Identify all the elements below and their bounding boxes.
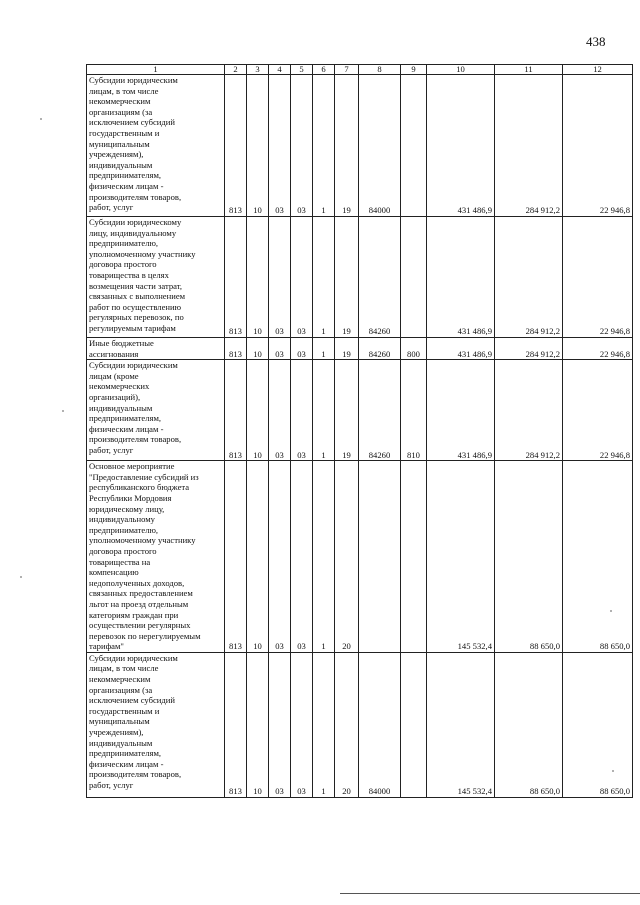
cell-subsection: 03 <box>269 652 291 797</box>
cell-subprogram: 1 <box>313 461 335 653</box>
cell-amount-year1: 431 486,9 <box>427 360 495 461</box>
column-header: 8 <box>359 65 401 75</box>
cell-amount-year3: 88 650,0 <box>563 461 633 653</box>
cell-gov-code: 813 <box>225 652 247 797</box>
scan-speck <box>62 410 64 412</box>
scan-speck <box>610 610 612 612</box>
row-description-text: Субсидии юридическим лицам, в том числе некоммерческим организациям (за исключением субсидий государственным и муниципальным учреждениям), индивидуальным предпринимателям, физическим лицам - производителям товаров, работ, услуг <box>89 75 182 213</box>
column-header: 3 <box>247 65 269 75</box>
cell-program: 03 <box>291 461 313 653</box>
cell-activity: 19 <box>335 338 359 360</box>
cell-gov-code: 813 <box>225 338 247 360</box>
cell-activity: 19 <box>335 75 359 217</box>
cell-subsection: 03 <box>269 217 291 338</box>
table-row <box>87 461 633 653</box>
cell-subsection: 03 <box>269 461 291 653</box>
row-description-text: Субсидии юридическим лицам (кроме некоммерческих организаций), индивидуальным предпринимателям, физическим лицам - производителям товаров, работ, услуг <box>89 360 182 455</box>
cell-program: 03 <box>291 360 313 461</box>
cell-direction: 84260 <box>359 360 401 461</box>
cell-direction: 84260 <box>359 338 401 360</box>
cell-amount-year3: 22 946,8 <box>563 338 633 360</box>
cell-subprogram: 1 <box>313 217 335 338</box>
cell-direction: 84260 <box>359 217 401 338</box>
cell-expense-type: 800 <box>401 338 427 360</box>
header-row <box>87 65 633 75</box>
row-description <box>87 652 225 797</box>
column-header: 5 <box>291 65 313 75</box>
column-header: 4 <box>269 65 291 75</box>
cell-section: 10 <box>247 217 269 338</box>
row-description <box>87 217 225 338</box>
column-header: 9 <box>401 65 427 75</box>
cell-activity: 19 <box>335 217 359 338</box>
row-description <box>87 75 225 217</box>
column-header: 11 <box>495 65 563 75</box>
cell-subsection: 03 <box>269 75 291 217</box>
cell-activity: 20 <box>335 652 359 797</box>
column-header: 2 <box>225 65 247 75</box>
cell-section: 10 <box>247 338 269 360</box>
cell-amount-year3: 22 946,8 <box>563 360 633 461</box>
cell-section: 10 <box>247 461 269 653</box>
table-row <box>87 217 633 338</box>
cell-section: 10 <box>247 652 269 797</box>
cell-section: 10 <box>247 360 269 461</box>
cell-gov-code: 813 <box>225 360 247 461</box>
cell-expense-type <box>401 75 427 217</box>
cell-expense-type <box>401 217 427 338</box>
row-description-text: Субсидии юридическим лицам, в том числе некоммерческим организациям (за исключением субсидий государственным и муниципальным учреждениям), индивидуальным предпринимателям, физическим лицам - производителям товаров, работ, услуг <box>89 652 182 790</box>
cell-amount-year3: 22 946,8 <box>563 217 633 338</box>
cell-direction <box>359 461 401 653</box>
row-description <box>87 360 225 461</box>
cell-program: 03 <box>291 75 313 217</box>
column-header: 7 <box>335 65 359 75</box>
cell-program: 03 <box>291 338 313 360</box>
scan-artifact-line <box>340 893 640 894</box>
cell-section: 10 <box>247 75 269 217</box>
table-row <box>87 75 633 217</box>
cell-activity: 20 <box>335 461 359 653</box>
column-header: 6 <box>313 65 335 75</box>
table-row <box>87 360 633 461</box>
scan-speck <box>612 770 614 772</box>
page-number: 438 <box>586 34 606 49</box>
cell-gov-code: 813 <box>225 461 247 653</box>
cell-amount-year2: 88 650,0 <box>495 652 563 797</box>
cell-amount-year2: 88 650,0 <box>495 461 563 653</box>
table-row <box>87 338 633 360</box>
cell-gov-code: 813 <box>225 217 247 338</box>
cell-amount-year1: 145 532,4 <box>427 652 495 797</box>
scan-speck <box>40 118 42 120</box>
cell-subprogram: 1 <box>313 652 335 797</box>
cell-amount-year3: 88 650,0 <box>563 652 633 797</box>
cell-activity: 19 <box>335 360 359 461</box>
cell-amount-year2: 284 912,2 <box>495 338 563 360</box>
row-description-text: Субсидии юридическому лицу, индивидуальному предпринимателю, уполномоченному участнику договора простого товарищества в целях возмещения части затрат, связанных с выполнением работ по осуществлению регулярных перевозок, по регулируемым тарифам <box>89 217 196 333</box>
cell-amount-year1: 145 532,4 <box>427 461 495 653</box>
cell-program: 03 <box>291 652 313 797</box>
cell-subprogram: 1 <box>313 360 335 461</box>
cell-subsection: 03 <box>269 360 291 461</box>
row-description <box>87 338 225 360</box>
table-row <box>87 652 633 797</box>
cell-gov-code: 813 <box>225 75 247 217</box>
cell-direction: 84000 <box>359 75 401 217</box>
column-header: 1 <box>87 65 225 75</box>
column-header: 10 <box>427 65 495 75</box>
scan-speck <box>20 576 22 578</box>
cell-direction: 84000 <box>359 652 401 797</box>
cell-subprogram: 1 <box>313 338 335 360</box>
cell-amount-year3: 22 946,8 <box>563 75 633 217</box>
cell-amount-year1: 431 486,9 <box>427 217 495 338</box>
cell-expense-type <box>401 652 427 797</box>
row-description-text: Основное мероприятие "Предоставление субсидий из республиканского бюджета Республики Мордовия юридическому лицу, индивидуальному предпринимателю, уполномоченному участнику договора простого товарищества на компенсацию недополученных доходов, связанных предоставлением льгот на проезд отдельным категориям граждан при осуществлении регулярных перевозок по нерегулируемым тарифам" <box>89 461 201 652</box>
cell-amount-year1: 431 486,9 <box>427 75 495 217</box>
budget-table <box>86 64 633 798</box>
row-description-text: Иные бюджетные ассигнования <box>89 338 154 359</box>
cell-expense-type <box>401 461 427 653</box>
cell-amount-year2: 284 912,2 <box>495 75 563 217</box>
cell-amount-year2: 284 912,2 <box>495 217 563 338</box>
row-description <box>87 461 225 653</box>
column-header: 12 <box>563 65 633 75</box>
cell-expense-type: 810 <box>401 360 427 461</box>
cell-amount-year2: 284 912,2 <box>495 360 563 461</box>
cell-subprogram: 1 <box>313 75 335 217</box>
cell-amount-year1: 431 486,9 <box>427 338 495 360</box>
cell-program: 03 <box>291 217 313 338</box>
cell-subsection: 03 <box>269 338 291 360</box>
